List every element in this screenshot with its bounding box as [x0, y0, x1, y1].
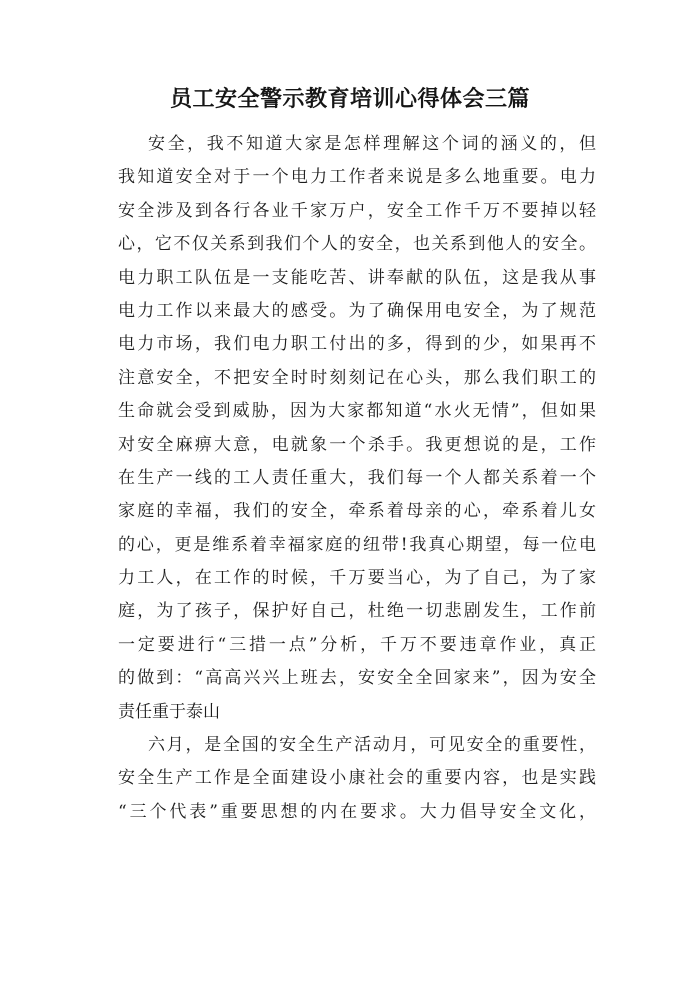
text-line: 安全，我不知道大家是怎样理解这个词的涵义的，但	[148, 134, 596, 154]
document-body	[118, 128, 596, 829]
document-title: 员工安全警示教育培训心得体会三篇	[169, 87, 530, 112]
text-line: 力工人，在工作的时候，千万要当心，为了自己，为了家	[118, 568, 596, 589]
text-line: 生命就会受到威胁，因为大家都知道“水火无情”，但如果	[118, 401, 596, 422]
text-line: 对安全麻痹大意，电就象一个杀手。我更想说的是，工作	[118, 434, 596, 455]
paragraph	[118, 729, 596, 829]
text-line: 注意安全，不把安全时时刻刻记在心头，那么我们职工的	[118, 367, 596, 388]
text-line: 心，它不仅关系到我们个人的安全，也关系到他人的安全。	[118, 234, 596, 255]
text-line: 安全涉及到各行各业千家万户，安全工作千万不要掉以轻	[118, 200, 596, 221]
text-line: 六月，是全国的安全生产活动月，可见安全的重要性，	[148, 735, 596, 756]
text-line: 的做到：“高高兴兴上班去，安安全全回家来”，因为安全	[118, 668, 596, 689]
text-line: 电力职工队伍是一支能吃苦、讲奉献的队伍，这是我从事	[118, 267, 596, 288]
paragraph	[118, 128, 596, 729]
text-line: “三个代表”重要思想的内在要求。大力倡导安全文化，	[118, 801, 596, 822]
text-line: 家庭的幸福，我们的安全，牵系着母亲的心，牵系着儿女	[118, 501, 596, 522]
text-line: 安全生产工作是全面建设小康社会的重要内容，也是实践	[118, 768, 596, 789]
text-line: 电力工作以来最大的感受。为了确保用电安全，为了规范	[118, 300, 596, 321]
text-line: 庭，为了孩子，保护好自己，杜绝一切悲剧发生，工作前	[118, 601, 596, 622]
text-line: 在生产一线的工人责任重大，我们每一个人都关系着一个	[118, 467, 596, 488]
text-line: 的心，更是维系着幸福家庭的纽带!我真心期望，每一位电	[118, 534, 596, 555]
text-line: 责任重于泰山	[118, 701, 220, 722]
text-line: 电力市场，我们电力职工付出的多，得到的少，如果再不	[118, 334, 596, 355]
text-line: 一定要进行“三措一点”分析，千万不要违章作业，真正	[118, 634, 596, 655]
text-line: 我知道安全对于一个电力工作者来说是多么地重要。电力	[118, 167, 596, 188]
